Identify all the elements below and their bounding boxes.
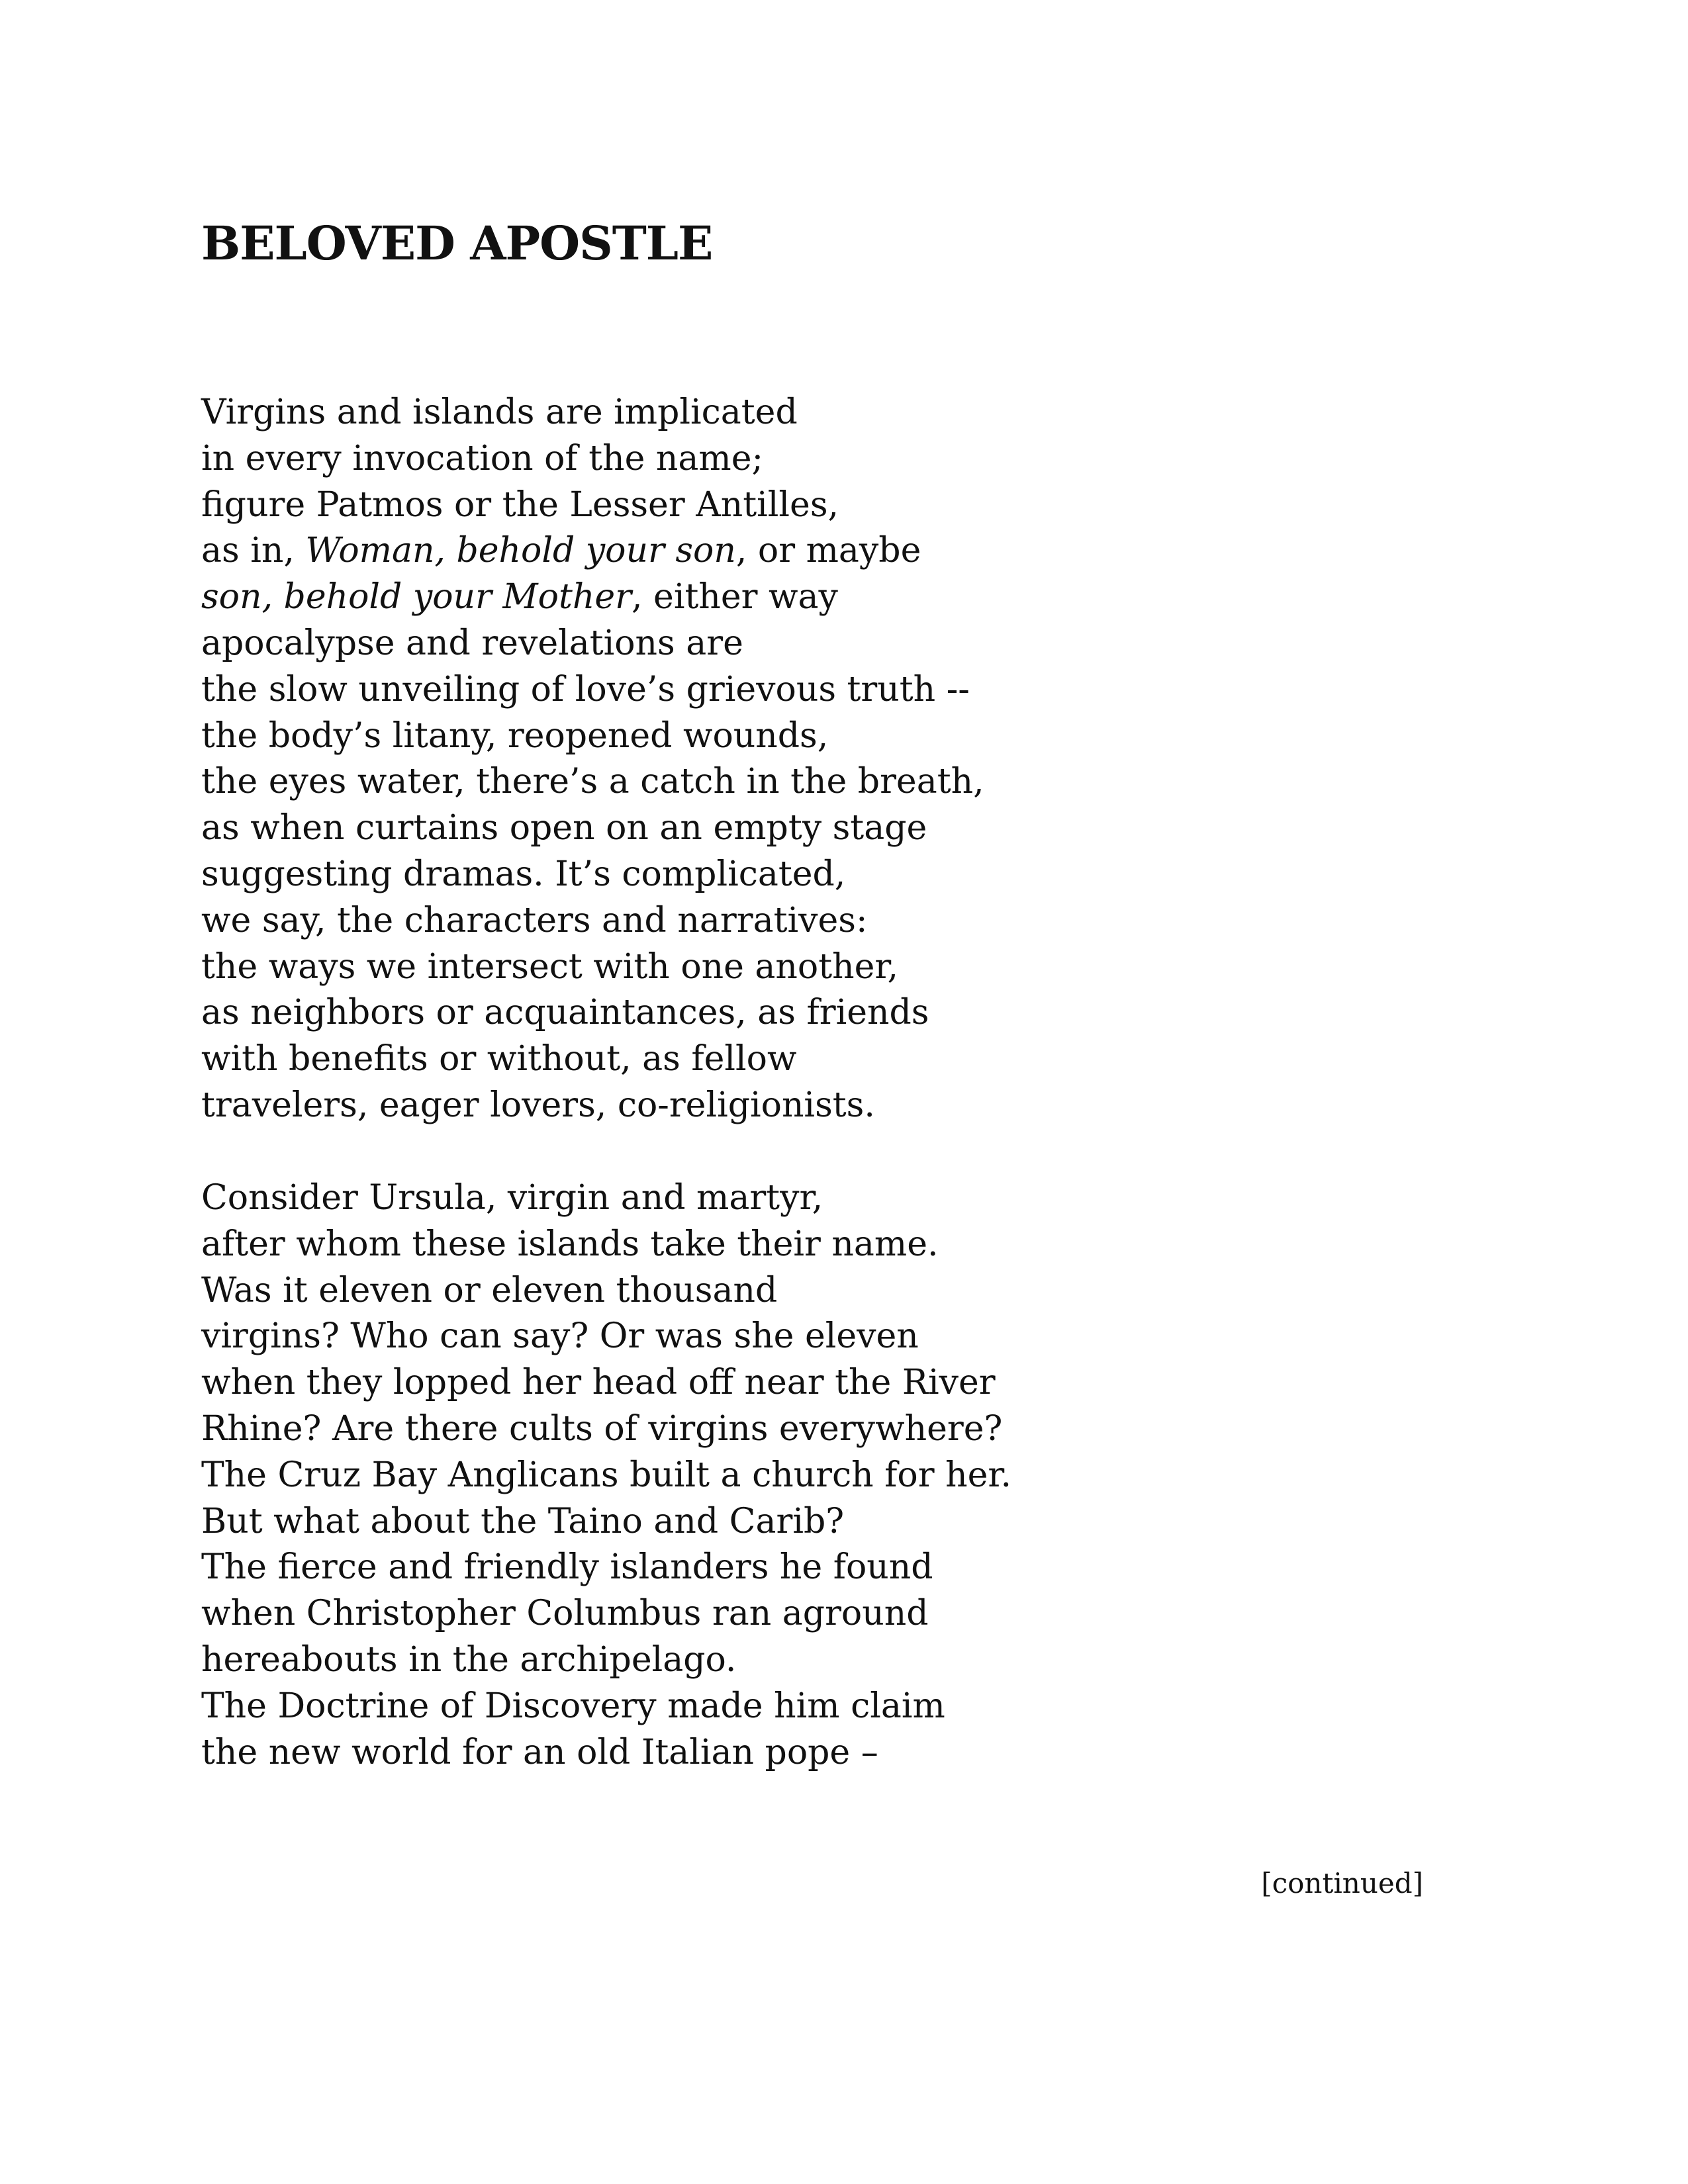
poem-line: The Cruz Bay Anglicans built a church for her. xyxy=(201,1455,1012,1495)
line-text: travelers, eager lovers, co-religionists. xyxy=(201,1085,875,1125)
poem-line: virgins? Who can say? Or was she eleven xyxy=(201,1316,919,1357)
poem-line xyxy=(201,574,984,621)
poem-line xyxy=(201,436,984,482)
poem-line xyxy=(201,805,984,852)
stanza-1 xyxy=(201,390,984,1129)
poem-line: The fierce and friendly islanders he found xyxy=(201,1547,933,1588)
poem-line: after whom these islands take their name. xyxy=(201,1224,939,1264)
poem-line: Consider Ursula, virgin and martyr, xyxy=(201,1178,823,1218)
line-text: suggesting dramas. It’s complicated, xyxy=(201,854,846,894)
line-text: as neighbors or acquaintances, as friends xyxy=(201,993,929,1033)
line-text: , either way xyxy=(631,577,838,617)
line-text: we say, the characters and narratives: xyxy=(201,900,868,940)
italic-quote: Woman, behold your son xyxy=(305,531,736,571)
line-text: Virgins and islands are implicated xyxy=(201,392,798,432)
poem-line xyxy=(201,667,984,713)
poem-line xyxy=(201,390,984,436)
poem-line xyxy=(201,528,984,574)
poem-line xyxy=(201,1036,984,1083)
continued-note: [continued] xyxy=(1261,1867,1423,1899)
line-text: as in, xyxy=(201,531,306,571)
poem-line: when they lopped her head off near the River xyxy=(201,1363,996,1403)
italic-quote: son, behold your Mother xyxy=(201,577,632,617)
line-text: as when curtains open on an empty stage xyxy=(201,808,927,848)
poem-title: BELOVED APOSTLE xyxy=(201,216,713,271)
line-text: , or maybe xyxy=(735,531,921,571)
line-text: the ways we intersect with one another, xyxy=(201,946,899,987)
line-text: in every invocation of the name; xyxy=(201,438,763,478)
line-text: figure Patmos or the Lesser Antilles, xyxy=(201,484,839,525)
poem-line xyxy=(201,852,984,898)
poem-line xyxy=(201,944,984,991)
poem-line: when Christopher Columbus ran aground xyxy=(201,1594,929,1634)
poem-line: Was it eleven or eleven thousand xyxy=(201,1270,778,1310)
poem-line: The Doctrine of Discovery made him claim xyxy=(201,1686,945,1726)
line-text: the slow unveiling of love’s grievous truth -- xyxy=(201,669,970,709)
poem-line xyxy=(201,621,984,667)
poem-line xyxy=(201,1083,984,1129)
line-text: with benefits or without, as fellow xyxy=(201,1039,797,1079)
line-text: the body’s litany, reopened wounds, xyxy=(201,715,829,756)
poem-line xyxy=(201,482,984,529)
poem-line: the new world for an old Italian pope – xyxy=(201,1732,878,1772)
poem-line: But what about the Taino and Carib? xyxy=(201,1501,845,1541)
poem-line: Rhine? Are there cults of virgins everywhere? xyxy=(201,1408,1003,1449)
line-text: the eyes water, there’s a catch in the breath, xyxy=(201,762,984,802)
stanza-2 xyxy=(201,1175,1011,1776)
line-text: apocalypse and revelations are xyxy=(201,623,743,663)
poem-line xyxy=(201,990,984,1036)
poem-line xyxy=(201,759,984,805)
poem-line: hereabouts in the archipelago. xyxy=(201,1639,737,1680)
poem-line xyxy=(201,713,984,760)
poem-line xyxy=(201,898,984,944)
